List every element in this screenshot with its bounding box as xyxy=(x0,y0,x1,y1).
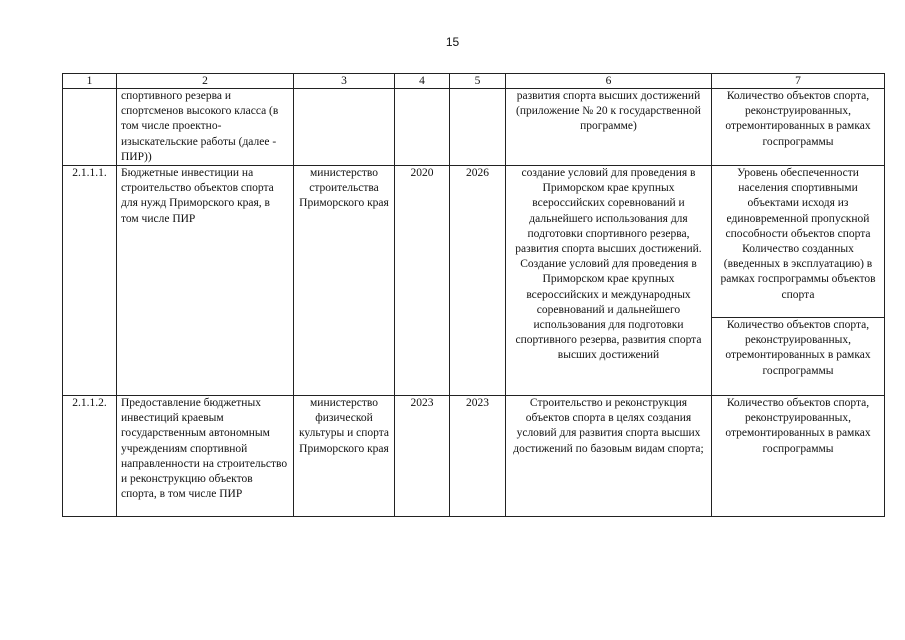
start-year: 2023 xyxy=(395,396,450,517)
expected-result: создание условий для проведения в Приморском крае крупных всероссийских соревнований и дальнейшего использования для подготовки спортивного резерва, развития спорта высших достижений. Создание условий для проведения в Приморском крае крупных всероссийских и международных соревнований и дальнейшего использования для подготовки спортивного резерва, развития спорта высших достижений xyxy=(506,166,712,396)
program-table xyxy=(62,73,885,517)
table-row xyxy=(63,166,885,396)
end-year: 2023 xyxy=(450,396,506,517)
header-row xyxy=(63,74,885,89)
indicator: Количество объектов спорта, реконструированных, отремонтированных в рамках госпрограммы xyxy=(712,396,885,517)
indicator-cell xyxy=(712,166,885,396)
start-year: 2020 xyxy=(395,166,450,396)
row-number: 2.1.1.1. xyxy=(63,166,117,396)
header-col-5: 5 xyxy=(450,74,506,89)
measure-name: Предоставление бюджетных инвестиций краевым государственным автономным учреждениям спортивной направленности на строительство и реконструкцию объектов спорта, в том числе ПИР xyxy=(117,396,294,517)
row-number xyxy=(63,89,117,166)
indicator: Количество объектов спорта, реконструированных, отремонтированных в рамках госпрограммы xyxy=(712,317,884,379)
page-number: 15 xyxy=(445,35,460,49)
measure-name: спортивного резерва и спортсменов высокого класса (в том числе проектно-изыскательские работы (далее - ПИР)) xyxy=(117,89,294,166)
measure-name: Бюджетные инвестиции на строительство объектов спорта для нужд Приморского края, в том числе ПИР xyxy=(117,166,294,396)
header-col-1: 1 xyxy=(63,74,117,89)
expected-result: Строительство и реконструкция объектов спорта в целях создания условий для развития спорта высших достижений по базовым видам спорта; xyxy=(506,396,712,517)
executor xyxy=(294,89,395,166)
header-col-6: 6 xyxy=(506,74,712,89)
end-year: 2026 xyxy=(450,166,506,396)
indicator: Уровень обеспеченности населения спортивными объектами исходя из единовременной пропускной способности объектов спорта Количество созданных (введенных в эксплуатацию) в рамках госпрограммы объектов спорта xyxy=(720,167,876,301)
indicator: Количество объектов спорта, реконструированных, отремонтированных в рамках госпрограммы xyxy=(712,89,885,166)
row-number: 2.1.1.2. xyxy=(63,396,117,517)
header-col-4: 4 xyxy=(395,74,450,89)
executor: министерство строительства Приморского края xyxy=(294,166,395,396)
table-row xyxy=(63,89,885,166)
header-col-2: 2 xyxy=(117,74,294,89)
executor: министерство физической культуры и спорта Приморского края xyxy=(294,396,395,517)
table-row xyxy=(63,396,885,517)
header-col-7: 7 xyxy=(712,74,885,89)
expected-result: развития спорта высших достижений (приложение № 20 к государственной программе) xyxy=(506,89,712,166)
header-col-3: 3 xyxy=(294,74,395,89)
start-year xyxy=(395,89,450,166)
end-year xyxy=(450,89,506,166)
